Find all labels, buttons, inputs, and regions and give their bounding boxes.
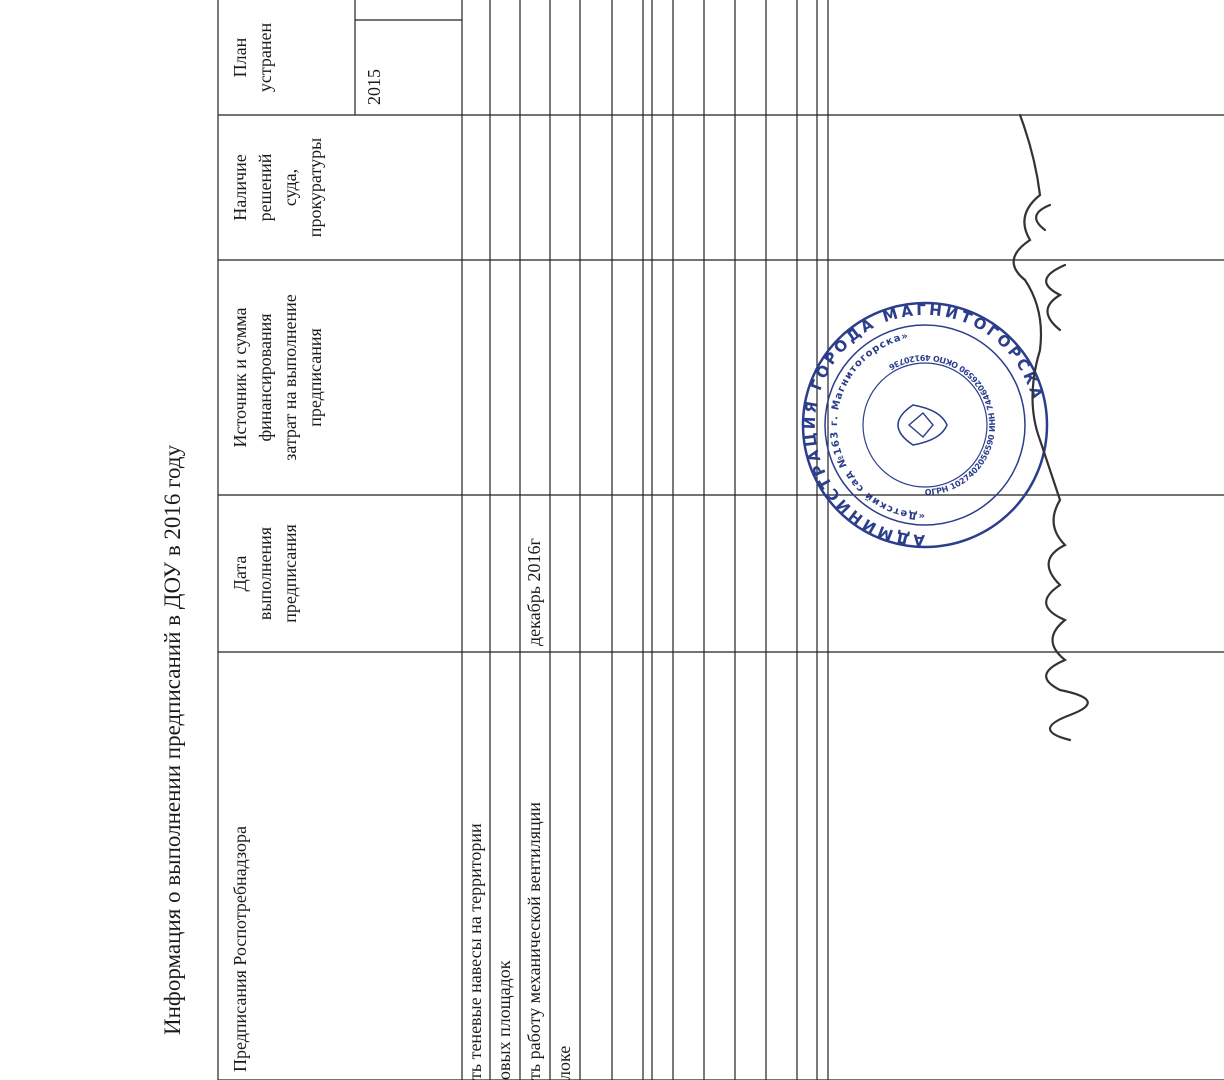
header-col-court-line1: Наличие [230, 154, 250, 221]
header-col-plan-line2: устранен [255, 22, 275, 93]
stamp-id-text: ОГРН 1027402056590 ИНН 7446026590 ОКПО 49120736 [887, 352, 998, 498]
row-3-prescription: ть работу механической вентиляции [524, 802, 544, 1080]
stamp-outer-text: АДМИНИСТРАЦИЯ ГОРОДА МАГНИТОГОРСКА [800, 300, 1047, 550]
header-col-plan-line1: План [230, 37, 250, 78]
header-col-court-line4: прокуратуры [305, 137, 325, 238]
header-col-date-line3: предписания [280, 524, 300, 623]
header-col-funding-line2: финансирования [255, 313, 275, 442]
row-3-date: декабрь 2016г [524, 538, 544, 646]
header-col-court-line2: решений [255, 153, 275, 222]
row-1-prescription: ть теневые навесы на территории [465, 823, 485, 1080]
header-col-funding-line3: затрат на выполнение [280, 294, 300, 461]
header-col-prescriptions: Предписания Роспотребнадзора [230, 825, 250, 1072]
header-col-plan-year: 2015 [364, 69, 384, 105]
signature-text: Зав. Куприенко Г.Н. [1110, 691, 1111, 700]
header-col-date-line1: Дата [230, 555, 250, 592]
row-2-prescription: овых площадок [494, 960, 514, 1080]
header-col-date-line2: выполнения [255, 526, 275, 621]
header-col-funding-line4: предписания [305, 328, 325, 427]
row-4-prescription: локе [554, 1045, 574, 1080]
document-title: Информация о выполнении предписаний в ДОУ в 2016 году [160, 444, 185, 1035]
header-col-funding-line1: Источник и сумма [230, 307, 250, 448]
header-col-court-line3: суда, [280, 168, 300, 207]
stamp-inner-text: «Детский сад №163 г. Магнитогорска» [828, 330, 926, 522]
